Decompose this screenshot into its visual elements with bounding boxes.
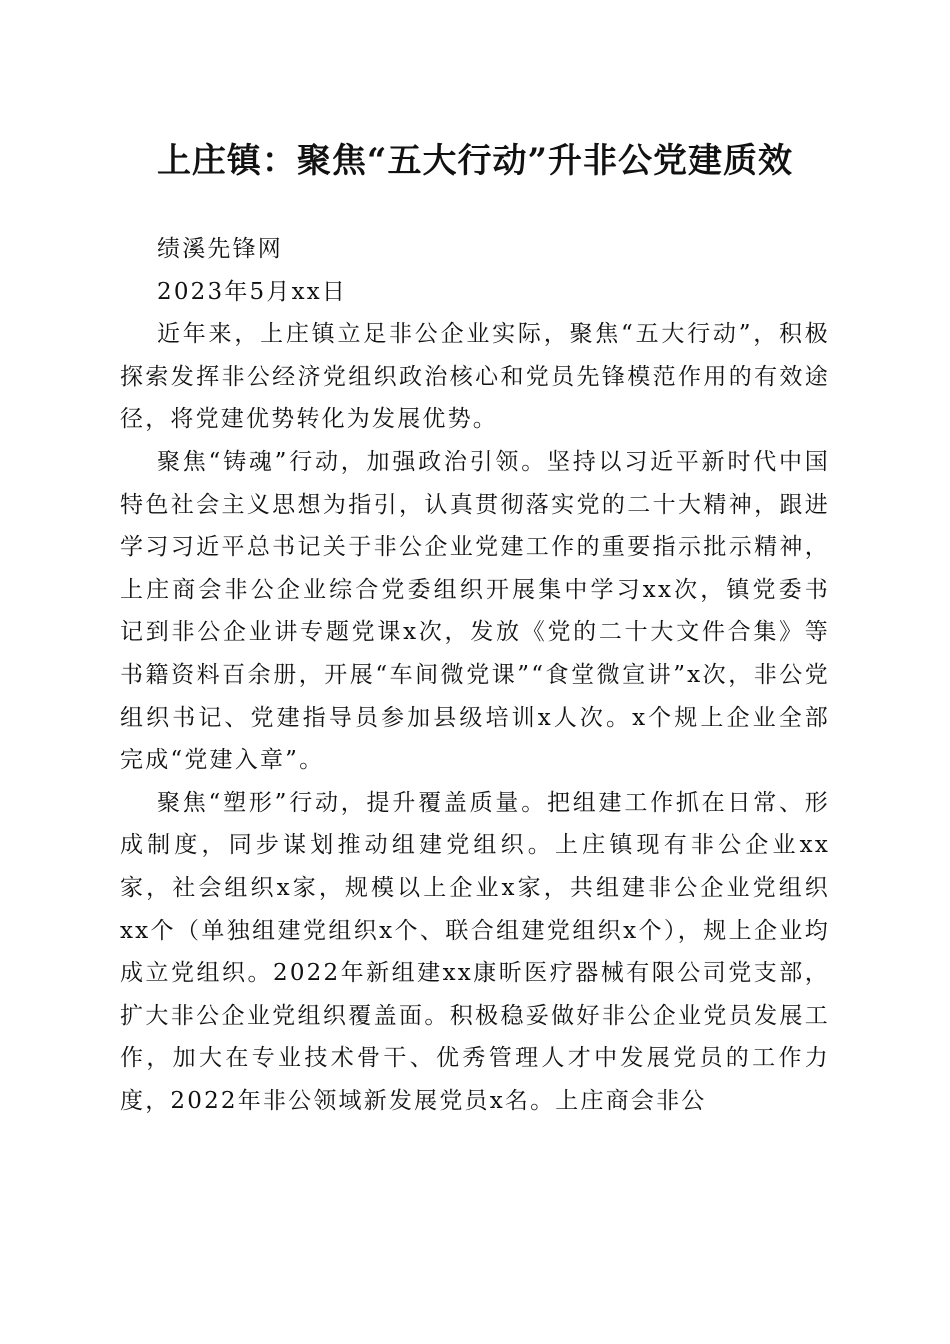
date-line: 2023年5月xx日 bbox=[157, 278, 348, 305]
source-line: 绩溪先锋网 bbox=[157, 236, 283, 262]
paragraph-suxing: 聚焦“塑形”行动，提升覆盖质量。把组建工作抓在日常、形成制度，同步谋划推动组建党组织。上庄镇现有非公企业xx家，社会组织x家，规模以上企业x家，共组建非公企业党组织xx个（单独组建党组织x个、联合组建党组织x个），规上企业均成立党组织。2022年新组建xx康昕医疗器械有限公司党支部，扩大非公企业党组织覆盖面。积极稳妥做好非公企业党员发展工作，加大在专业技术骨干、优秀管理人才中发展党员的工作力度，2022年非公领域新发展党员x名。上庄商会非公 bbox=[120, 789, 830, 1114]
document-title: 上庄镇：聚焦“五大行动”升非公党建质效 bbox=[156, 141, 794, 181]
paragraph-zhuhun: 聚焦“铸魂”行动，加强政治引领。坚持以习近平新时代中国特色社会主义思想为指引，认真贯彻落实党的二十大精神，跟进学习习近平总书记关于非公企业党建工作的重要指示批示精神，上庄商会非公企业综合党委组织开展集中学习xx次，镇党委书记到非公企业讲专题党课x次，发放《党的二十大文件合集》等书籍资料百余册，开展“车间微党课”“食堂微宣讲”x次，非公党组织书记、党建指导员参加县级培训x人次。x个规上企业全部完成“党建入章”。 bbox=[120, 448, 830, 774]
paragraph-intro: 近年来，上庄镇立足非公企业实际，聚焦“五大行动”，积极探索发挥非公经济党组织政治核心和党员先锋模范作用的有效途径，将党建优势转化为发展优势。 bbox=[120, 321, 830, 433]
document-body bbox=[120, 228, 830, 1122]
